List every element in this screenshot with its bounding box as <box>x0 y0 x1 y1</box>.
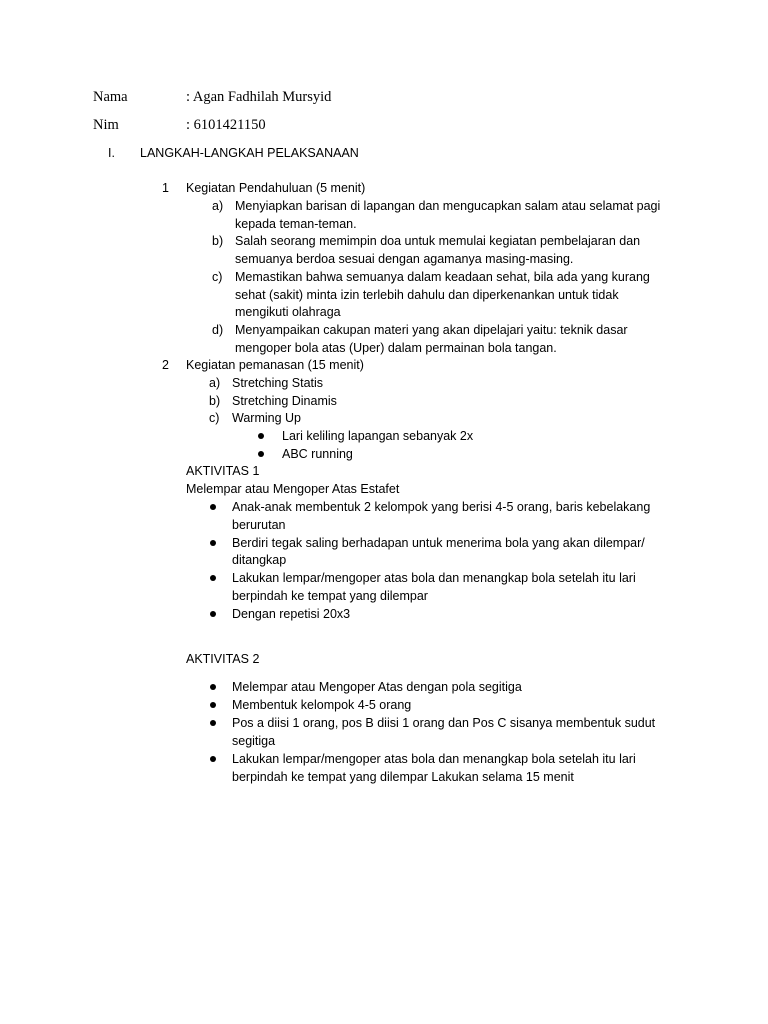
nim-label: Nim <box>93 117 119 133</box>
section-title: LANGKAH-LANGKAH PELAKSANAAN <box>140 146 359 160</box>
step1-item-c-line1: Memastikan bahwa semuanya dalam keadaan sehat, bila ada yang kurang <box>235 270 650 284</box>
bullet-icon <box>210 504 216 510</box>
bullet-icon <box>210 720 216 726</box>
step1-marker-d: d) <box>212 323 224 337</box>
step1-item-d-line2: mengoper bola atas (Uper) dalam permainan bola tangan. <box>235 341 557 355</box>
step1-item-b-line2: semuanya berdoa sesuai dengan agamanya masing-masing. <box>235 252 574 266</box>
name-value: : Agan Fadhilah Mursyid <box>186 89 332 105</box>
step1-marker-a: a) <box>212 199 224 213</box>
warmup-item-1: Lari keliling lapangan sebanyak 2x <box>282 429 474 443</box>
activity1-bullet4-line1: Dengan repetisi 20x3 <box>232 607 351 621</box>
step1-number: 1 <box>162 181 169 195</box>
activity2-heading: AKTIVITAS 2 <box>186 652 260 666</box>
bullet-icon <box>258 451 264 457</box>
step1-item-a-line1: Menyiapkan barisan di lapangan dan mengucapkan salam atau selamat pagi <box>235 199 661 213</box>
step2-item-a: Stretching Statis <box>232 376 324 390</box>
activity1-bullet3-line2: berpindah ke tempat yang dilempar <box>232 589 428 603</box>
activity1-bullet3-line1: Lakukan lempar/mengoper atas bola dan menangkap bola setelah itu lari <box>232 571 636 585</box>
section-numeral: I. <box>108 146 115 160</box>
activity2-bullet1-line1: Melempar atau Mengoper Atas dengan pola segitiga <box>232 680 522 694</box>
activity2-bullet4-line2: berpindah ke tempat yang dilempar Lakukan selama 15 menit <box>232 770 574 784</box>
activity2-bullet3-line1: Pos a diisi 1 orang, pos B diisi 1 orang dan Pos C sisanya membentuk sudut <box>232 716 656 730</box>
step1-item-b-line1: Salah seorang memimpin doa untuk memulai kegiatan pembelajaran dan <box>235 234 641 248</box>
step1-item-d-line1: Menyampaikan cakupan materi yang akan dipelajari yaitu: teknik dasar <box>235 323 628 337</box>
step1-marker-b: b) <box>212 234 224 248</box>
activity1-subtitle: Melempar atau Mengoper Atas Estafet <box>186 482 400 496</box>
step1-title: Kegiatan Pendahuluan (5 menit) <box>186 181 366 195</box>
activity1-heading: AKTIVITAS 1 <box>186 464 260 478</box>
step1-item-a-line2: kepada teman-teman. <box>235 217 357 231</box>
bullet-icon <box>210 702 216 708</box>
activity1-bullet2-line1: Berdiri tegak saling berhadapan untuk menerima bola yang akan dilempar/ <box>232 536 645 550</box>
step1-marker-c: c) <box>212 270 223 284</box>
step2-marker-c: c) <box>209 411 220 425</box>
warmup-item-2: ABC running <box>282 447 353 461</box>
step1-item-c-line2: sehat (sakit) minta izin terlebih dahulu dan diperkenankan untuk tidak <box>235 288 619 302</box>
activity2-bullet4-line1: Lakukan lempar/mengoper atas bola dan menangkap bola setelah itu lari <box>232 752 636 766</box>
activity1-bullet2-line2: ditangkap <box>232 553 287 567</box>
activity1-bullet1-line1: Anak-anak membentuk 2 kelompok yang berisi 4-5 orang, baris kebelakang <box>232 500 651 514</box>
step2-title: Kegiatan pemanasan (15 menit) <box>186 358 364 372</box>
bullet-icon <box>258 433 264 439</box>
activity1-bullet1-line2: berurutan <box>232 518 286 532</box>
bullet-icon <box>210 540 216 546</box>
step2-marker-a: a) <box>209 376 221 390</box>
name-label: Nama <box>93 89 128 105</box>
step1-item-c-line3: mengikuti olahraga <box>235 305 341 319</box>
bullet-icon <box>210 575 216 581</box>
bullet-icon <box>210 756 216 762</box>
bullet-icon <box>210 611 216 617</box>
step2-marker-b: b) <box>209 394 221 408</box>
bullet-icon <box>210 684 216 690</box>
nim-value: : 6101421150 <box>186 117 266 133</box>
activity2-bullet3-line2: segitiga <box>232 734 276 748</box>
step2-item-b: Stretching Dinamis <box>232 394 337 408</box>
step2-number: 2 <box>162 358 169 372</box>
activity2-bullet2-line1: Membentuk kelompok 4-5 orang <box>232 698 412 712</box>
step2-item-c: Warming Up <box>232 411 301 425</box>
